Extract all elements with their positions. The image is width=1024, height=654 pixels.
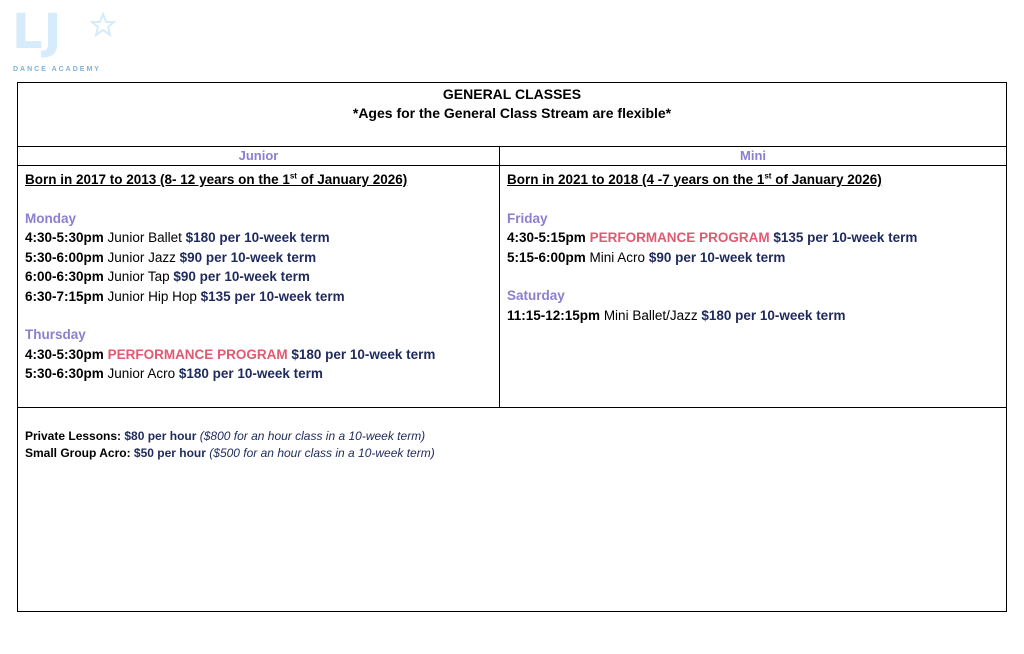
day-heading: Monday xyxy=(25,210,77,226)
page-title: GENERAL CLASSES xyxy=(442,86,582,102)
junior-column xyxy=(18,147,500,407)
class-time: 4:30-5:30pm xyxy=(25,346,104,362)
extras-section xyxy=(18,407,1006,612)
class-price: $90 per 10-week term xyxy=(179,249,317,265)
day-heading: Friday xyxy=(507,210,548,226)
extra-label: Private Lessons: xyxy=(25,429,125,443)
class-name: Junior Acro xyxy=(103,366,179,381)
class-price: $90 per 10-week term xyxy=(648,249,786,265)
day-heading: Thursday xyxy=(25,327,86,342)
star-icon xyxy=(90,12,116,38)
day-heading: Saturday xyxy=(507,288,565,303)
class-price: $180 per 10-week term xyxy=(185,230,330,245)
extra-note: ($800 for an hour class in a 10-week term) xyxy=(196,429,426,443)
mini-body xyxy=(500,166,1006,325)
logo-subtitle: DANCE ACADEMY xyxy=(13,66,101,73)
extra-price: $50 per hour xyxy=(133,446,206,460)
class-row xyxy=(507,228,1006,248)
class-price: $135 per 10-week term xyxy=(769,230,918,245)
mini-born-line: Born in 2021 to 2018 (4 -7 years on the 1st of January 2026) xyxy=(507,171,882,187)
class-price: $180 per 10-week term xyxy=(701,307,846,323)
class-name: Mini Ballet/Jazz xyxy=(600,307,702,323)
mini-column xyxy=(500,147,1006,407)
class-row xyxy=(25,345,499,365)
class-price: $180 per 10-week term xyxy=(287,346,436,362)
class-schedule-table xyxy=(17,82,1007,612)
class-name: Junior Ballet xyxy=(103,230,186,245)
class-name: Junior Tap xyxy=(103,269,174,284)
class-price: $135 per 10-week term xyxy=(200,288,345,304)
class-name: Junior Jazz xyxy=(103,249,180,265)
class-time: 4:30-5:15pm xyxy=(507,230,586,245)
class-row xyxy=(25,228,499,248)
class-name: Mini Acro xyxy=(585,249,649,265)
junior-heading: Junior xyxy=(18,147,499,166)
class-time: 6:00-6:30pm xyxy=(25,269,104,284)
page-subtitle: *Ages for the General Class Stream are flexible* xyxy=(352,105,672,121)
class-row xyxy=(25,364,499,384)
logo-letters: LJ xyxy=(12,4,63,60)
class-time: 5:30-6:00pm xyxy=(25,249,104,265)
class-row xyxy=(507,248,1006,268)
class-time: 4:30-5:30pm xyxy=(25,230,104,245)
junior-born-line: Born in 2017 to 2013 (8- 12 years on the 1st of January 2026) xyxy=(25,171,408,187)
class-row xyxy=(25,287,499,307)
class-time: 5:15-6:00pm xyxy=(507,249,586,265)
performance-program-label: PERFORMANCE PROGRAM xyxy=(589,230,770,245)
junior-body xyxy=(18,166,499,384)
mini-heading: Mini xyxy=(500,147,1006,166)
logo xyxy=(12,6,122,72)
extra-label: Small Group Acro: xyxy=(25,446,134,460)
extra-row xyxy=(25,428,1006,445)
class-row xyxy=(507,306,1006,326)
class-price: $180 per 10-week term xyxy=(178,366,323,381)
class-name: Junior Hip Hop xyxy=(103,288,201,304)
performance-program-label: PERFORMANCE PROGRAM xyxy=(107,346,288,362)
extra-row xyxy=(25,445,1006,462)
extra-price: $80 per hour xyxy=(124,429,197,443)
class-price: $90 per 10-week term xyxy=(173,269,310,284)
class-time: 5:30-6:30pm xyxy=(25,366,104,381)
class-time: 11:15-12:15pm xyxy=(507,307,601,323)
schedule-header xyxy=(18,83,1006,147)
extra-note: ($500 for an hour class in a 10-week term) xyxy=(205,446,435,460)
class-time: 6:30-7:15pm xyxy=(25,288,104,304)
class-row xyxy=(25,248,499,268)
class-row xyxy=(25,267,499,287)
